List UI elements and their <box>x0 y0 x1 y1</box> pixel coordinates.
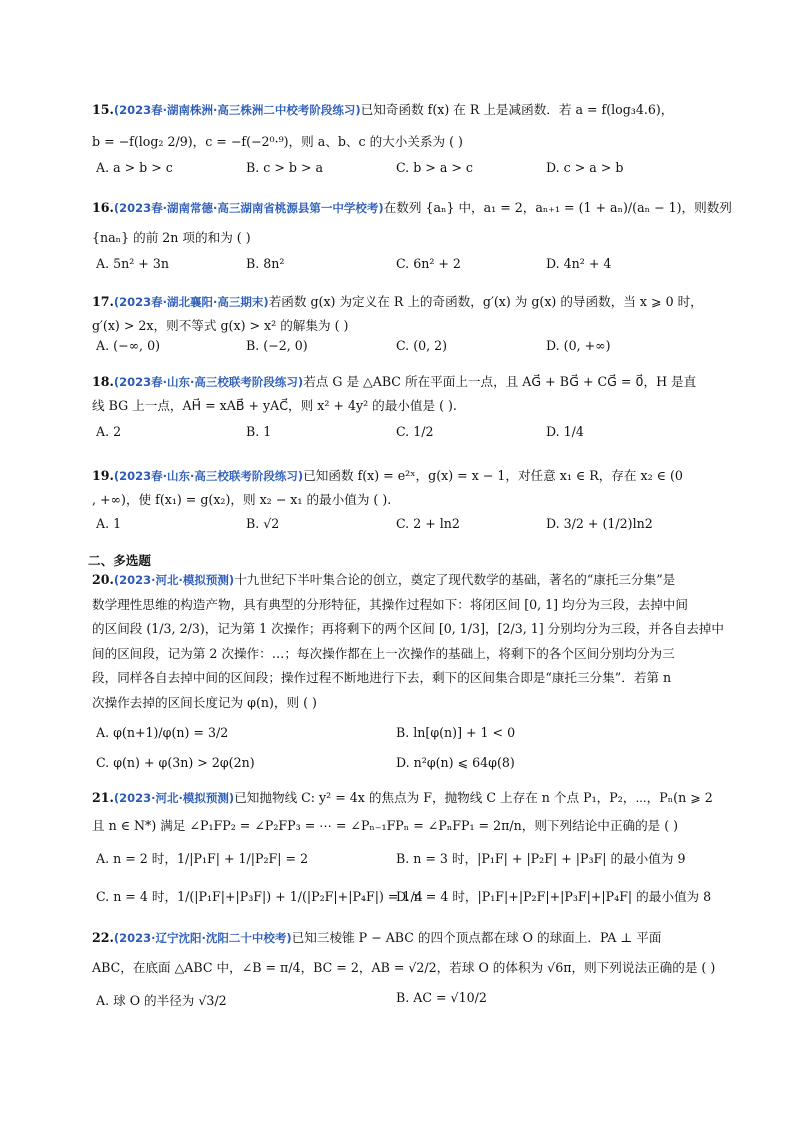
question-text: 次操作去掉的区间长度记为 φ(n)，则 ( ) <box>92 694 317 710</box>
question-20-options-row2 <box>96 755 736 779</box>
option-d: D. 3/2 + (1/2)ln2 <box>546 516 653 531</box>
option-d: D. (0, +∞) <box>546 338 611 353</box>
question-source: (2023春·山东·高三校联考阶段练习) <box>113 469 304 483</box>
question-15-options <box>96 160 736 184</box>
question-text: , +∞)，使 f(x₁) = g(x₂)，则 x₂ − x₁ 的最小值为 ( ). <box>92 492 392 507</box>
option-c: C. (0, 2) <box>396 338 448 353</box>
option-d: D. n²φ(n) ⩽ 64φ(8) <box>396 755 515 770</box>
question-text: 十九世纪下半叶集合论的创立，奠定了现代数学的基础，著名的“康托三分集”是 <box>234 572 676 587</box>
option-b: B. (−2, 0) <box>246 338 308 353</box>
question-text: 且 n ∈ N*) 满足 ∠P₁FP₂ = ∠P₂FP₃ = ⋯ = ∠Pₙ₋₁FPₙ = ∠PₙFP₁ = 2π/n，则下列结论中正确的是 ( ) <box>92 818 679 833</box>
question-text: 的区间段 (1/3, 2/3)，记为第 1 次操作；再将剩下的两个区间 [0, 1/3]，[2/3, 1] 分别均分为三段，并各自去掉中 <box>92 621 724 636</box>
question-number: 16. <box>92 200 114 215</box>
question-source: (2023春·山东·高三校联考阶段练习) <box>113 375 304 389</box>
question-16 <box>92 196 732 249</box>
question-text: 段，同样各自去掉中间的区间段；操作过程不断地进行下去，剩下的区间集合即是“康托三分集”．若第 n <box>92 670 672 685</box>
question-text: ABC，在底面 △ABC 中，∠B = π/4，BC = 2，AB = √2/2，若球 O 的体积为 √6π，则下列说法正确的是 ( ) <box>92 960 716 975</box>
option-c: C. b > a > c <box>396 160 473 175</box>
question-text: 已知抛物线 C: y² = 4x 的焦点为 F，抛物线 C 上存在 n 个点 P₁，P₂，⋯，Pₙ(n ⩾ 2 <box>234 790 713 805</box>
question-text: 已知奇函数 f(x) 在 R 上是减函数．若 a = f(log₃4.6)， <box>360 102 674 117</box>
question-text: {naₙ} 的前 2n 项的和为 ( ) <box>92 230 251 245</box>
question-text: 间的区间段，记为第 2 次操作：…；每次操作都在上一次操作的基础上，将剩下的各个区间分别均分为三 <box>92 645 675 661</box>
option-a: A. 球 O 的半径为 √3/2 <box>96 993 227 1008</box>
option-a: A. 2 <box>96 424 122 439</box>
question-17 <box>92 290 732 337</box>
question-number: 15. <box>92 102 114 117</box>
question-number: 22. <box>92 930 114 945</box>
question-source: (2023春·湖北襄阳·高三期末) <box>113 295 269 309</box>
question-text: 若点 G 是 △ABC 所在平面上一点，且 AG⃗ + BG⃗ + CG⃗ = 0⃗，H 是直 <box>303 374 697 389</box>
option-c: C. 2 + ln2 <box>396 516 460 531</box>
question-source: (2023春·湖南株洲·高三株洲二中校考阶段练习) <box>113 103 361 117</box>
option-c: C. 6n² + 2 <box>396 256 461 271</box>
option-c: C. 1/2 <box>396 424 434 439</box>
question-text: 已知函数 f(x) = e²ˣ，g(x) = x − 1，对任意 x₁ ∈ R，存在 x₂ ∈ (0 <box>303 468 683 483</box>
question-text: 在数列 {aₙ} 中，a₁ = 2，aₙ₊₁ = (1 + aₙ)/(aₙ − 1)，则数列 <box>383 200 732 215</box>
question-22-options <box>96 990 736 1014</box>
option-b: B. n = 3 时，|P₁F| + |P₂F| + |P₃F| 的最小值为 9 <box>396 851 686 866</box>
question-16-options <box>96 256 736 280</box>
question-21 <box>92 786 732 837</box>
section-heading: 二、多选题 <box>88 553 151 568</box>
question-15 <box>92 98 732 153</box>
option-a: A. φ(n+1)/φ(n) = 3/2 <box>96 725 229 740</box>
question-source: (2023·河北·模拟预测) <box>113 573 235 587</box>
question-21-options-row2 <box>96 886 736 910</box>
question-17-options <box>96 338 736 362</box>
question-18-options <box>96 424 736 448</box>
question-20-options-row1 <box>96 725 736 749</box>
question-text: 已知三棱锥 P − ABC 的四个顶点都在球 O 的球面上．PA ⊥ 平面 <box>291 930 662 945</box>
option-b: B. AC = √10/2 <box>396 990 487 1005</box>
question-text: g′(x) > 2x，则不等式 g(x) > x² 的解集为 ( ) <box>92 318 349 333</box>
question-number: 17. <box>92 294 114 309</box>
option-b: B. 1 <box>246 424 272 439</box>
option-b: B. √2 <box>246 516 280 531</box>
question-number: 21. <box>92 790 114 805</box>
question-source: (2023春·湖南常德·高三湖南省桃源县第一中学校考) <box>113 201 384 215</box>
question-source: (2023·河北·模拟预测) <box>113 791 235 805</box>
question-21-options-row1 <box>96 848 736 872</box>
option-a: A. 5n² + 3n <box>96 256 169 271</box>
question-number: 18. <box>92 374 114 389</box>
option-a: A. (−∞, 0) <box>96 338 160 353</box>
question-number: 20. <box>92 572 114 587</box>
question-text: 若函数 g(x) 为定义在 R 上的奇函数，g′(x) 为 g(x) 的导函数，当 x ⩾ 0 时， <box>268 294 703 309</box>
question-source: (2023·辽宁沈阳·沈阳二十中校考) <box>113 931 292 945</box>
option-d: D. c > a > b <box>546 160 624 175</box>
question-text: 数学理性思维的构造产物，具有典型的分形特征，其操作过程如下：将闭区间 [0, 1] 均分为三段，去掉中间 <box>92 596 688 612</box>
option-d: D. 4n² + 4 <box>546 256 612 271</box>
option-a: A. a > b > c <box>96 160 173 175</box>
option-b: B. ln[φ(n)] + 1 < 0 <box>396 725 516 740</box>
question-text: 线 BG 上一点，AH⃗ = xAB⃗ + yAC⃗，则 x² + 4y² 的最小值是 ( ). <box>92 398 457 413</box>
question-22 <box>92 926 732 979</box>
question-text: b = −f(log₂ 2/9)，c = −f(−2⁰·⁹)，则 a、b、c 的大小关系为 ( ) <box>92 134 463 149</box>
option-d: D. n = 4 时，|P₁F|+|P₂F|+|P₃F|+|P₄F| 的最小值为 8 <box>396 889 712 904</box>
option-d: D. 1/4 <box>546 424 584 439</box>
option-a: A. 1 <box>96 516 122 531</box>
option-b: B. 8n² <box>246 256 285 271</box>
option-b: B. c > b > a <box>246 160 324 175</box>
question-19-options <box>96 516 736 540</box>
question-20 <box>92 568 732 715</box>
option-c: C. n = 4 时，1/(|P₁F|+|P₃F|) + 1/(|P₂F|+|P₄F|) = 1/4 <box>96 889 423 904</box>
option-a: A. n = 2 时，1/|P₁F| + 1/|P₂F| = 2 <box>96 851 309 866</box>
option-c: C. φ(n) + φ(3n) > 2φ(2n) <box>96 755 255 770</box>
question-number: 19. <box>92 468 114 483</box>
question-18 <box>92 370 732 417</box>
question-19 <box>92 464 732 511</box>
